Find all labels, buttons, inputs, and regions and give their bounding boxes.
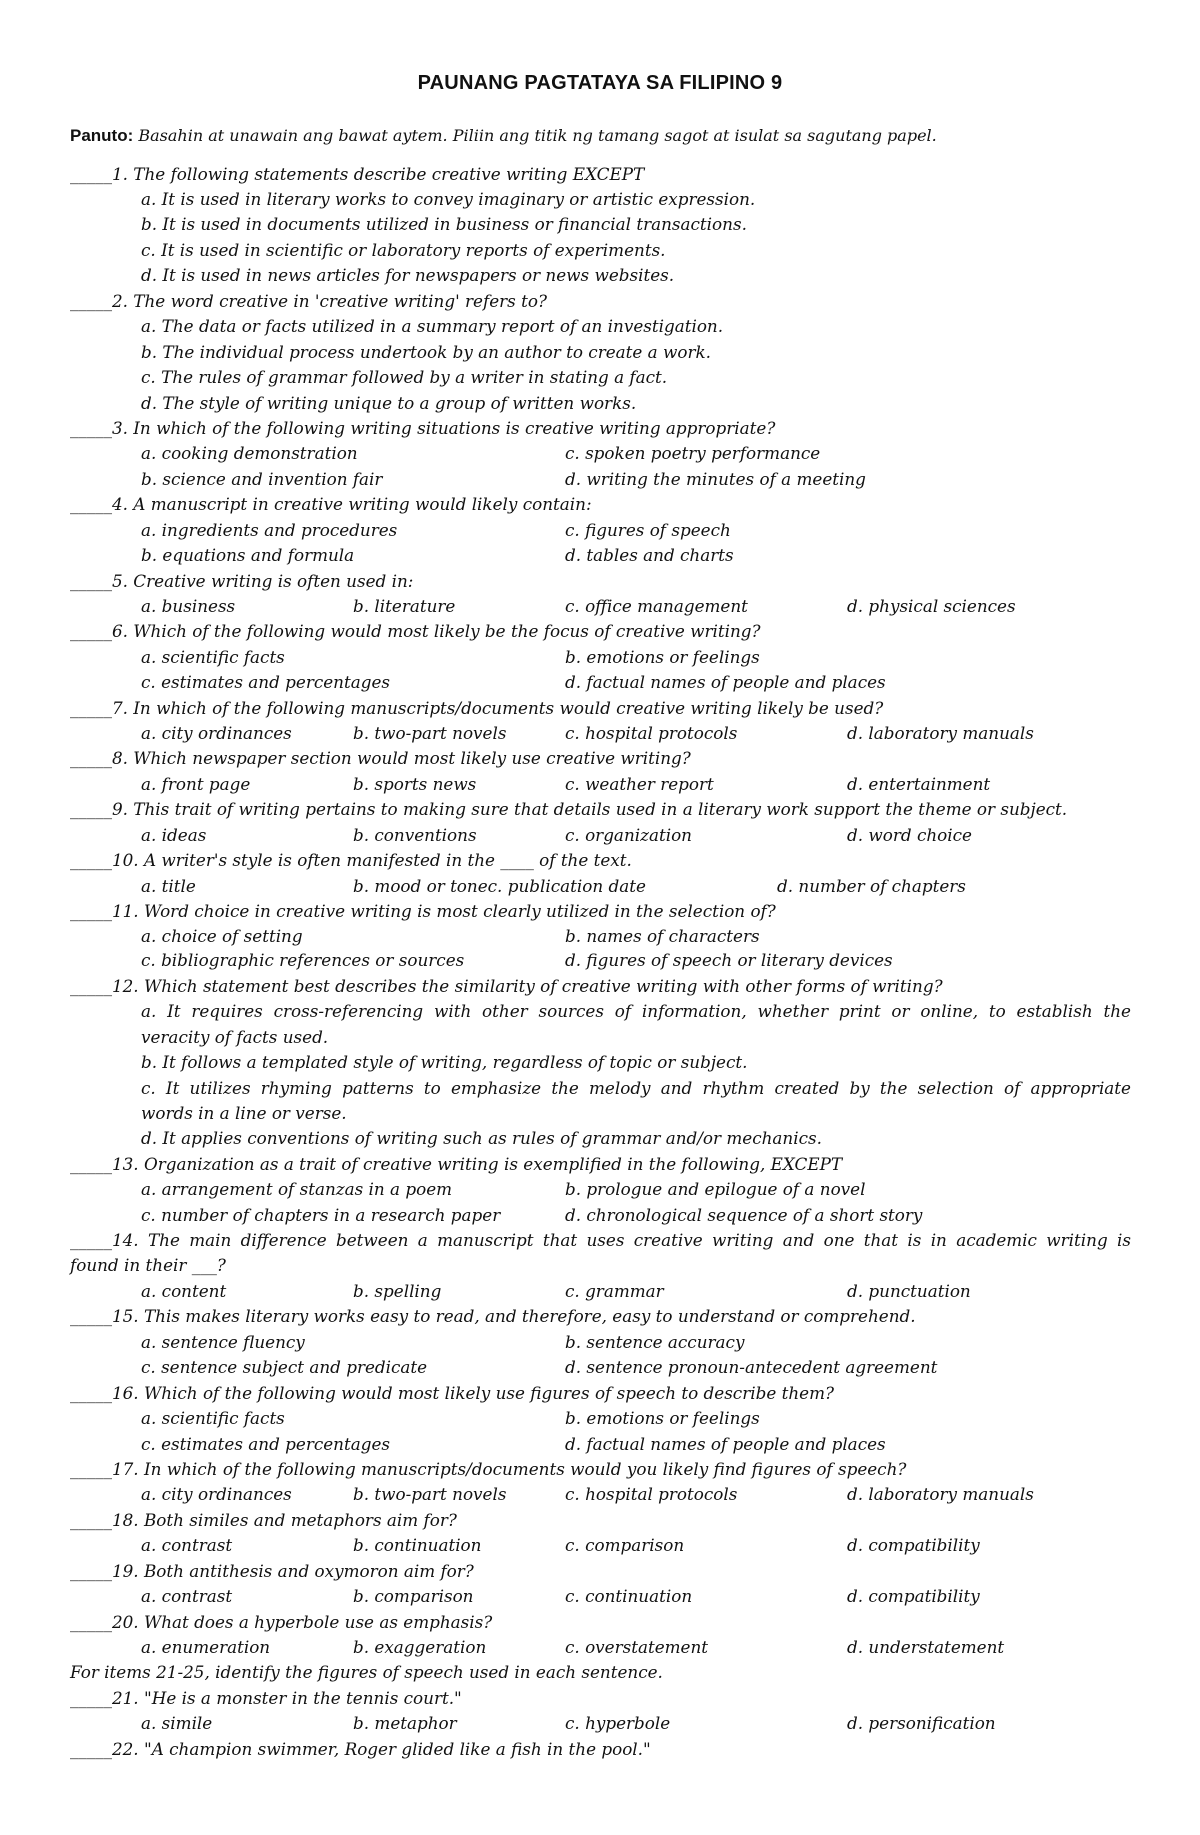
question-20-stem: _____20. What does a hyperbole use as emphasis? [70,1612,493,1632]
q17-option-c: c. hospital protocols [565,1484,738,1504]
q19-option-b: b. comparison [353,1586,474,1606]
q7-option-b: b. two-part novels [353,723,507,743]
q5-option-d: d. physical sciences [847,596,1016,616]
question-8-stem: _____8. Which newspaper section would most likely use creative writing? [70,748,691,768]
question-16-stem: _____16. Which of the following would most likely use figures of speech to describe them? [70,1383,834,1403]
q3-option-a: a. cooking demonstration [141,443,358,463]
q4-option-c: c. figures of speech [565,520,731,540]
q16-option-b: b. emotions or feelings [565,1408,760,1428]
q11-option-d: d. figures of speech or literary devices [565,950,893,970]
q16-option-a: a. scientific facts [141,1408,285,1428]
q15-option-b: b. sentence accuracy [565,1332,745,1352]
question-21-stem: _____21. "He is a monster in the tennis court." [70,1688,462,1708]
q20-option-c: c. overstatement [565,1637,709,1657]
q13-option-d: d. chronological sequence of a short story [565,1205,923,1225]
q1-option-b: b. It is used in documents utilized in business or financial transactions. [141,214,747,234]
q7-option-c: c. hospital protocols [565,723,738,743]
q1-option-a: a. It is used in literary works to convey imaginary or artistic expression. [141,189,756,209]
q4-option-b: b. equations and formula [141,545,355,565]
q21-option-b: b. metaphor [353,1713,457,1733]
q1-option-c: c. It is used in scientific or laboratory reports of experiments. [141,240,666,260]
q9-option-c: c. organization [565,825,692,845]
q19-option-c: c. continuation [565,1586,693,1606]
question-4-stem: _____4. A manuscript in creative writing would likely contain: [70,494,592,514]
q15-option-a: a. sentence fluency [141,1332,305,1352]
question-5-stem: _____5. Creative writing is often used in: [70,571,414,591]
q19-option-d: d. compatibility [847,1586,980,1606]
q12-option-c-line1: c. It utilizes rhyming patterns to emphasize the melody and rhythm created by the selection of appropriate [141,1078,1131,1098]
question-17-stem: _____17. In which of the following manuscripts/documents would you likely find figures of speech? [70,1459,907,1479]
q18-option-b: b. continuation [353,1535,482,1555]
q12-option-b: b. It follows a templated style of writing, regardless of topic or subject. [141,1052,748,1072]
question-19-stem: _____19. Both antithesis and oxymoron aim for? [70,1561,474,1581]
q14-option-a: a. content [141,1281,227,1301]
q7-option-d: d. laboratory manuals [847,723,1034,743]
q4-option-d: d. tables and charts [565,545,734,565]
question-10-stem: _____10. A writer's style is often manifested in the ____ of the text. [70,850,632,870]
question-11-stem: _____11. Word choice in creative writing is most clearly utilized in the selection of? [70,901,776,921]
q11-option-a: a. choice of setting [141,926,303,946]
question-22-stem: _____22. "A champion swimmer, Roger glided like a fish in the pool." [70,1739,651,1759]
q4-option-a: a. ingredients and procedures [141,520,398,540]
q9-option-a: a. ideas [141,825,207,845]
question-14-stem-line1: _____14. The main difference between a manuscript that uses creative writing and one that is in academic writing is [70,1230,1131,1250]
question-15-stem: _____15. This makes literary works easy to read, and therefore, easy to understand or comprehend. [70,1306,916,1326]
q9-option-d: d. word choice [847,825,972,845]
question-6-stem: _____6. Which of the following would most likely be the focus of creative writing? [70,621,761,641]
q2-option-c: c. The rules of grammar followed by a writer in stating a fact. [141,367,668,387]
instructions-text: Basahin at unawain ang bawat aytem. Piliin ang titik ng tamang sagot at isulat sa sagutang papel. [138,126,937,145]
question-3-stem: _____3. In which of the following writing situations is creative writing appropriate? [70,418,776,438]
q8-option-a: a. front page [141,774,251,794]
q2-option-b: b. The individual process undertook by an author to create a work. [141,342,711,362]
q20-option-b: b. exaggeration [353,1637,487,1657]
question-7-stem: _____7. In which of the following manuscripts/documents would creative writing likely be used? [70,698,884,718]
instructions-label: Panuto: [70,126,134,145]
q21-option-d: d. personification [847,1713,996,1733]
q13-option-b: b. prologue and epilogue of a novel [565,1179,866,1199]
q1-option-d: d. It is used in news articles for newspapers or news websites. [141,265,675,285]
question-14-stem-line2: found in their ___? [70,1255,226,1275]
q17-option-b: b. two-part novels [353,1484,507,1504]
q18-option-a: a. contrast [141,1535,233,1555]
question-2-stem: _____2. The word creative in 'creative writing' refers to? [70,291,547,311]
q21-option-a: a. simile [141,1713,213,1733]
q3-option-c: c. spoken poetry performance [565,443,821,463]
question-9-stem: _____9. This trait of writing pertains to making sure that details used in a literary work support the theme or subject. [70,799,1068,819]
q3-option-b: b. science and invention fair [141,469,383,489]
question-13-stem: _____13. Organization as a trait of creative writing is exemplified in the following, EXCEPT [70,1154,843,1174]
q6-option-b: b. emotions or feelings [565,647,760,667]
q17-option-a: a. city ordinances [141,1484,292,1504]
q18-option-d: d. compatibility [847,1535,980,1555]
q10-option-a: a. title [141,876,196,896]
q16-option-c: c. estimates and percentages [141,1434,391,1454]
q12-option-c-line2: words in a line or verse. [141,1103,347,1123]
q6-option-d: d. factual names of people and places [565,672,886,692]
q14-option-d: d. punctuation [847,1281,971,1301]
q2-option-d: d. The style of writing unique to a group of written works. [141,393,637,413]
q20-option-d: d. understatement [847,1637,1005,1657]
q19-option-a: a. contrast [141,1586,233,1606]
q2-option-a: a. The data or facts utilized in a summary report of an investigation. [141,316,724,336]
q10-option-b: b. mood or tonec. publication date [353,876,646,896]
q18-option-c: c. comparison [565,1535,685,1555]
instructions [70,126,937,146]
q3-option-d: d. writing the minutes of a meeting [565,469,866,489]
q13-option-a: a. arrangement of stanzas in a poem [141,1179,453,1199]
question-1-stem: _____1. The following statements describe creative writing EXCEPT [70,164,645,184]
q10-option-d: d. number of chapters [777,876,966,896]
q8-option-d: d. entertainment [847,774,991,794]
q5-option-b: b. literature [353,596,456,616]
q8-option-c: c. weather report [565,774,714,794]
q17-option-d: d. laboratory manuals [847,1484,1034,1504]
q11-option-c: c. bibliographic references or sources [141,950,465,970]
q12-option-a-line1: a. It requires cross-referencing with other sources of information, whether print or online, to establish the [141,1001,1131,1021]
q13-option-c: c. number of chapters in a research paper [141,1205,501,1225]
q12-option-d: d. It applies conventions of writing such as rules of grammar and/or mechanics. [141,1128,822,1148]
q7-option-a: a. city ordinances [141,723,292,743]
q15-option-c: c. sentence subject and predicate [141,1357,428,1377]
section-note: For items 21-25, identify the figures of speech used in each sentence. [70,1662,663,1682]
page-title: PAUNANG PAGTATAYA SA FILIPINO 9 [417,72,783,94]
q14-option-b: b. spelling [353,1281,442,1301]
q5-option-c: c. office management [565,596,748,616]
q11-option-b: b. names of characters [565,926,760,946]
q12-option-a-line2: veracity of facts used. [141,1027,329,1047]
q6-option-c: c. estimates and percentages [141,672,391,692]
q14-option-c: c. grammar [565,1281,664,1301]
q20-option-a: a. enumeration [141,1637,271,1657]
question-18-stem: _____18. Both similes and metaphors aim for? [70,1510,457,1530]
q21-option-c: c. hyperbole [565,1713,671,1733]
q5-option-a: a. business [141,596,236,616]
question-12-stem: _____12. Which statement best describes the similarity of creative writing with other forms of writing? [70,976,943,996]
q9-option-b: b. conventions [353,825,477,845]
q8-option-b: b. sports news [353,774,477,794]
q6-option-a: a. scientific facts [141,647,285,667]
q15-option-d: d. sentence pronoun-antecedent agreement [565,1357,938,1377]
q16-option-d: d. factual names of people and places [565,1434,886,1454]
